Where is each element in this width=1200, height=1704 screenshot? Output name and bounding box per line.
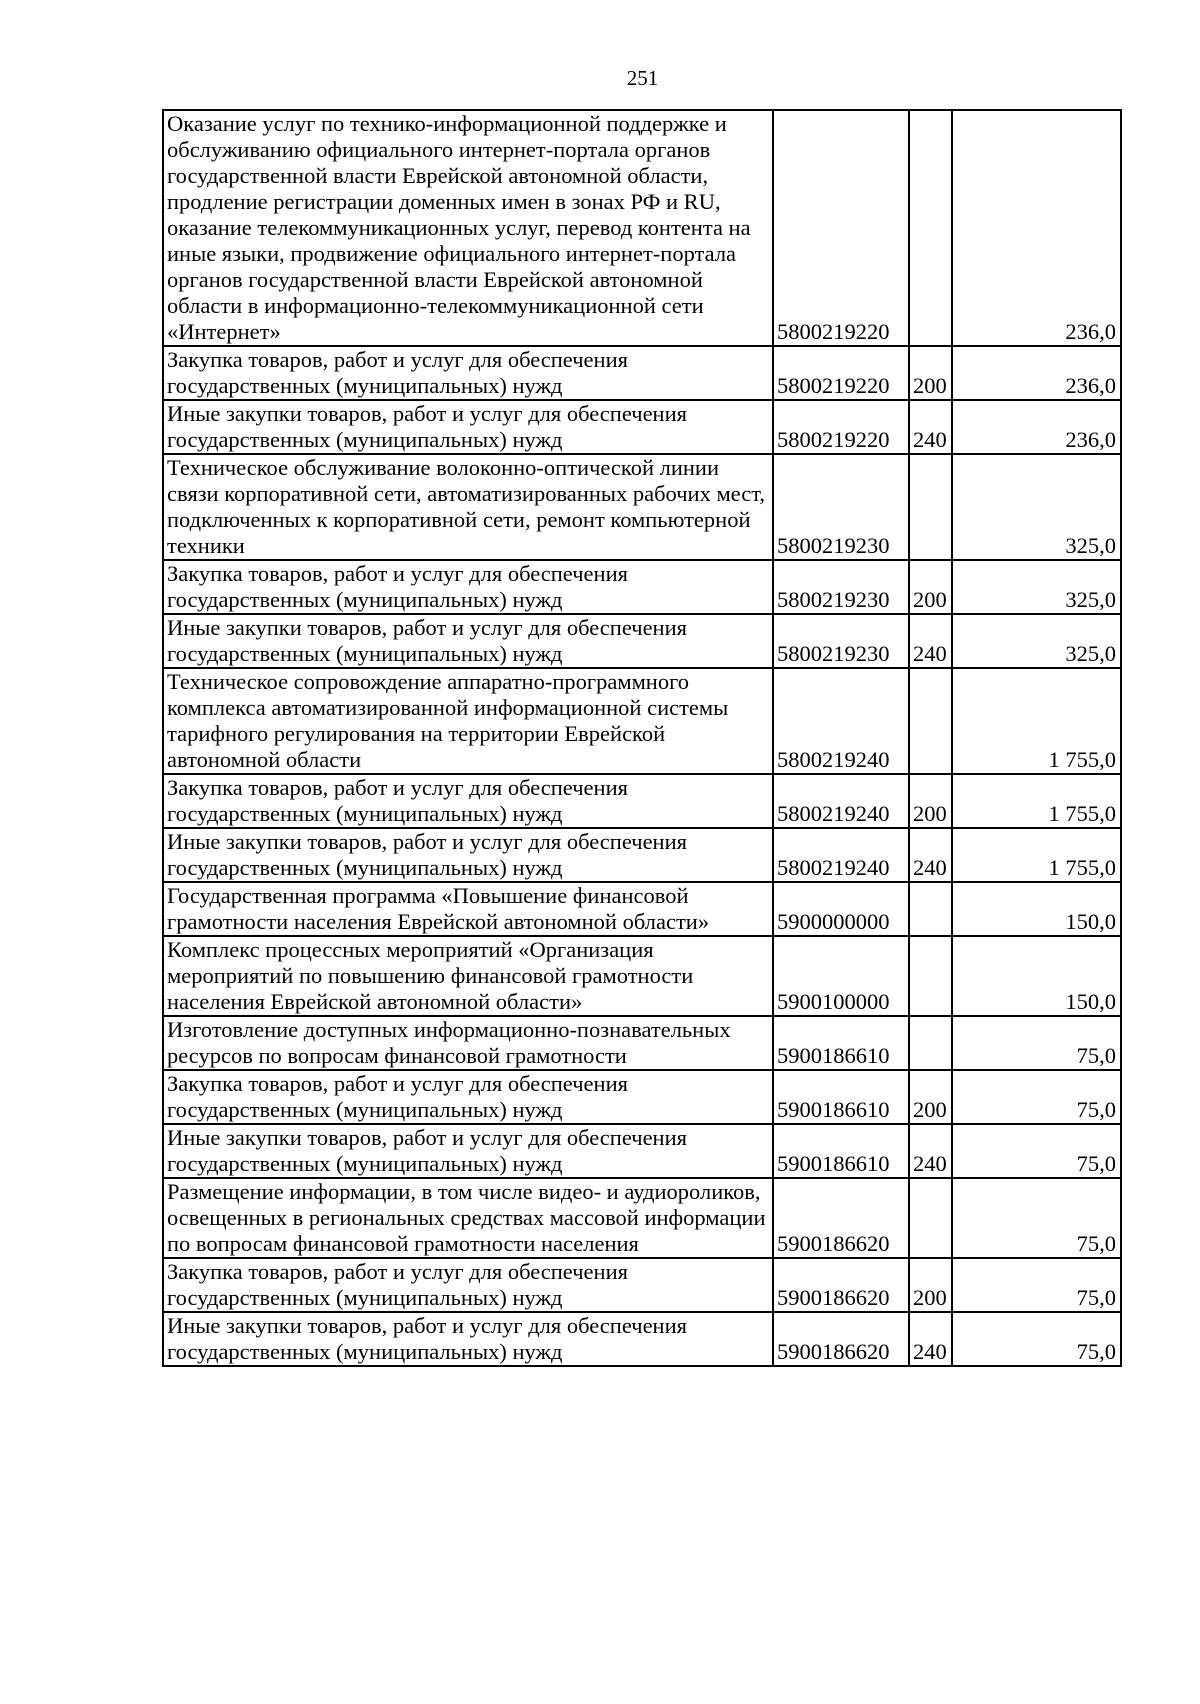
row-code-cell: 5800219220: [773, 110, 909, 346]
table-row: [163, 668, 1121, 774]
table-row: [163, 1016, 1121, 1070]
table-row: [163, 110, 1121, 346]
row-sum-cell: 325,0: [952, 614, 1121, 668]
table-row: [163, 1312, 1121, 1366]
row-code-cell: 5800219230: [773, 560, 909, 614]
row-code-cell: 5900186620: [773, 1312, 909, 1366]
row-type-cell: 240: [909, 828, 952, 882]
row-sum-cell: 75,0: [952, 1070, 1121, 1124]
row-name-cell: Закупка товаров, работ и услуг для обеспечения государственных (муниципальных) нужд: [163, 346, 773, 400]
row-name-cell: Иные закупки товаров, работ и услуг для обеспечения государственных (муниципальных) нужд: [163, 614, 773, 668]
row-code-cell: 5900000000: [773, 882, 909, 936]
table-row: [163, 454, 1121, 560]
row-type-cell: [909, 668, 952, 774]
row-code-cell: 5900186610: [773, 1016, 909, 1070]
row-name-cell: Закупка товаров, работ и услуг для обеспечения государственных (муниципальных) нужд: [163, 1070, 773, 1124]
row-code-cell: 5800219220: [773, 346, 909, 400]
row-code-cell: 5800219240: [773, 828, 909, 882]
row-type-cell: 200: [909, 1258, 952, 1312]
row-sum-cell: 75,0: [952, 1312, 1121, 1366]
row-code-cell: 5900186610: [773, 1070, 909, 1124]
table-row: [163, 774, 1121, 828]
row-sum-cell: 1 755,0: [952, 668, 1121, 774]
row-name-cell: Размещение информации, в том числе видео- и аудиороликов, освещенных в региональных средствах массовой информации по вопросам финансовой грамотности населения: [163, 1178, 773, 1258]
table-row: [163, 1070, 1121, 1124]
row-type-cell: [909, 936, 952, 1016]
row-sum-cell: 236,0: [952, 400, 1121, 454]
row-sum-cell: 1 755,0: [952, 828, 1121, 882]
row-code-cell: 5800219240: [773, 774, 909, 828]
row-name-cell: Иные закупки товаров, работ и услуг для обеспечения государственных (муниципальных) нужд: [163, 828, 773, 882]
row-type-cell: [909, 110, 952, 346]
table-row: [163, 400, 1121, 454]
row-name-cell: Иные закупки товаров, работ и услуг для обеспечения государственных (муниципальных) нужд: [163, 400, 773, 454]
row-sum-cell: 236,0: [952, 346, 1121, 400]
table-row: [163, 828, 1121, 882]
budget-table: [162, 109, 1122, 1367]
table-row: [163, 1258, 1121, 1312]
row-sum-cell: 75,0: [952, 1124, 1121, 1178]
table-row: [163, 1178, 1121, 1258]
row-sum-cell: 325,0: [952, 560, 1121, 614]
row-code-cell: 5900186620: [773, 1178, 909, 1258]
row-name-cell: Закупка товаров, работ и услуг для обеспечения государственных (муниципальных) нужд: [163, 1258, 773, 1312]
table-row: [163, 346, 1121, 400]
row-code-cell: 5800219230: [773, 614, 909, 668]
row-name-cell: Закупка товаров, работ и услуг для обеспечения государственных (муниципальных) нужд: [163, 774, 773, 828]
table-row: [163, 1124, 1121, 1178]
table-row: [163, 936, 1121, 1016]
table-row: [163, 614, 1121, 668]
budget-table-body: [163, 110, 1121, 1366]
row-code-cell: 5900186620: [773, 1258, 909, 1312]
row-type-cell: [909, 454, 952, 560]
row-name-cell: Закупка товаров, работ и услуг для обеспечения государственных (муниципальных) нужд: [163, 560, 773, 614]
row-type-cell: 200: [909, 1070, 952, 1124]
row-name-cell: Оказание услуг по технико-информационной поддержке и обслуживанию официального интернет-портала органов государственной власти Еврейской автономной области, продление регистрации доменных имен в зонах РФ и RU, оказание телекоммуникационных услуг, перевод контента на иные языки, продвижение официального интернет-портала органов государственной власти Еврейской автономной области в информационно-телекоммуникационной сети «Интернет»: [163, 110, 773, 346]
row-sum-cell: 236,0: [952, 110, 1121, 346]
row-type-cell: 240: [909, 1312, 952, 1366]
table-row: [163, 882, 1121, 936]
row-type-cell: 200: [909, 560, 952, 614]
row-sum-cell: 325,0: [952, 454, 1121, 560]
row-type-cell: 240: [909, 614, 952, 668]
row-code-cell: 5800219230: [773, 454, 909, 560]
row-type-cell: [909, 882, 952, 936]
row-code-cell: 5900100000: [773, 936, 909, 1016]
row-type-cell: [909, 1178, 952, 1258]
row-sum-cell: 75,0: [952, 1258, 1121, 1312]
row-name-cell: Изготовление доступных информационно-познавательных ресурсов по вопросам финансовой грамотности: [163, 1016, 773, 1070]
row-type-cell: 200: [909, 346, 952, 400]
row-code-cell: 5800219240: [773, 668, 909, 774]
table-row: [163, 560, 1121, 614]
row-name-cell: Комплекс процессных мероприятий «Организация мероприятий по повышению финансовой грамотности населения Еврейской автономной области»: [163, 936, 773, 1016]
row-sum-cell: 150,0: [952, 882, 1121, 936]
row-sum-cell: 1 755,0: [952, 774, 1121, 828]
row-name-cell: Иные закупки товаров, работ и услуг для обеспечения государственных (муниципальных) нужд: [163, 1312, 773, 1366]
row-code-cell: 5900186610: [773, 1124, 909, 1178]
row-type-cell: 200: [909, 774, 952, 828]
row-type-cell: 240: [909, 1124, 952, 1178]
row-sum-cell: 75,0: [952, 1178, 1121, 1258]
row-name-cell: Государственная программа «Повышение финансовой грамотности населения Еврейской автономной области»: [163, 882, 773, 936]
row-sum-cell: 150,0: [952, 936, 1121, 1016]
row-name-cell: Техническое обслуживание волоконно-оптической линии связи корпоративной сети, автоматизированных рабочих мест, подключенных к корпоративной сети, ремонт компьютерной техники: [163, 454, 773, 560]
row-type-cell: 240: [909, 400, 952, 454]
row-type-cell: [909, 1016, 952, 1070]
page-number: 251: [626, 66, 659, 90]
row-name-cell: Техническое сопровождение аппаратно-программного комплекса автоматизированной информационной системы тарифного регулирования на территории Еврейской автономной области: [163, 668, 773, 774]
row-sum-cell: 75,0: [952, 1016, 1121, 1070]
row-code-cell: 5800219220: [773, 400, 909, 454]
row-name-cell: Иные закупки товаров, работ и услуг для обеспечения государственных (муниципальных) нужд: [163, 1124, 773, 1178]
